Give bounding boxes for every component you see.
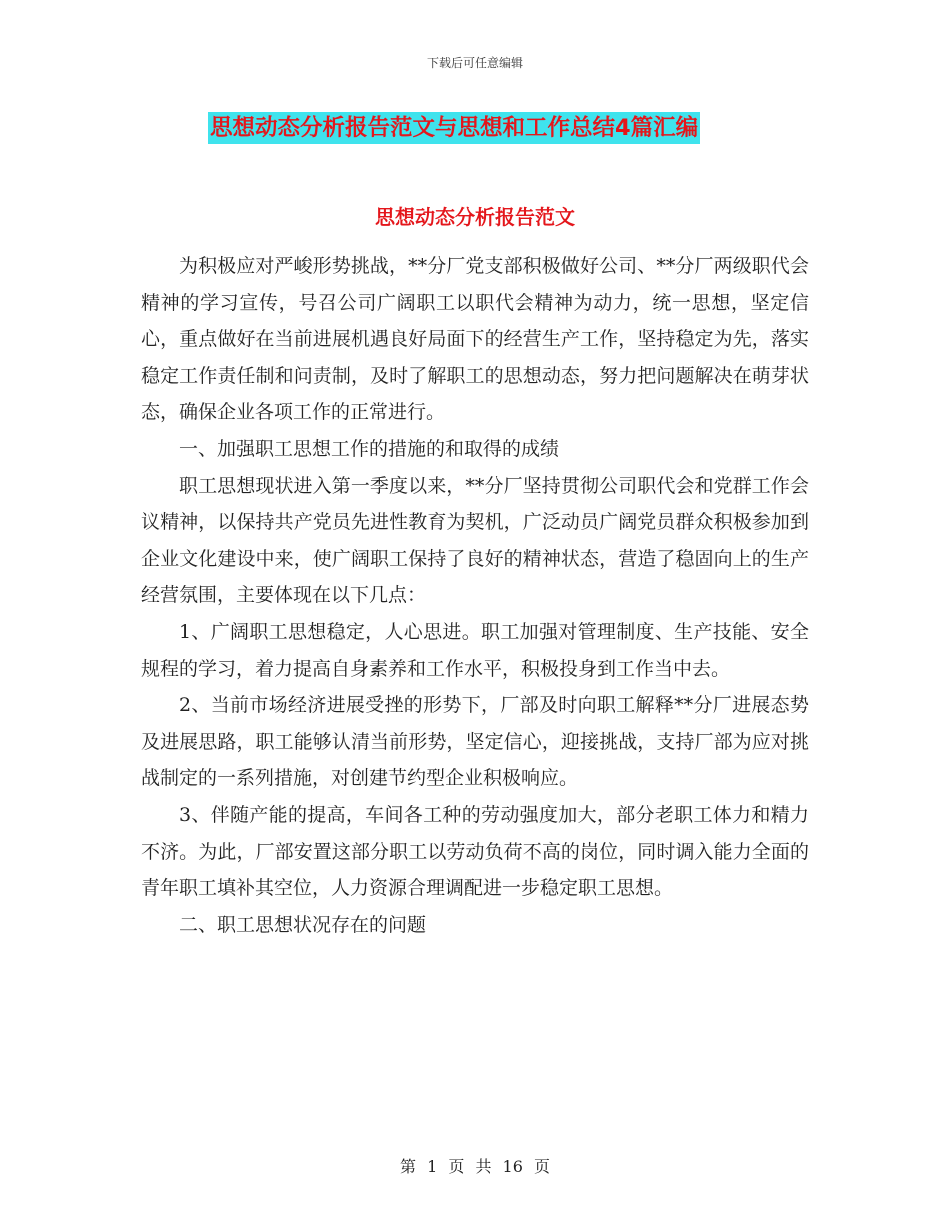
list-item-point-3: 3、伴随产能的提高，车间各工种的劳动强度加大，部分老职工体力和精力不济。为此，厂部安置这部分职工以劳动负荷不高的岗位，同时调入能力全面的青年职工填补其空位，人力资源合理调配进一步稳定职工思想。	[141, 803, 809, 900]
list-item-point-1: 1、广阔职工思想稳定，人心思进。职工加强对管理制度、生产技能、安全规程的学习，着力提高自身素养和工作水平，积极投身到工作当中去。	[141, 620, 809, 680]
list-item-point-2: 2、当前市场经济进展受挫的形势下，厂部及时向职工解释**分厂进展态势及进展思路，职工能够认清当前形势，坚定信心，迎接挑战，支持厂部为应对挑战制定的一系列措施，对创建节约型企业积极响应。	[141, 694, 809, 790]
section-title: 思想动态分析报告范文	[375, 205, 575, 229]
paragraph-intro: 为积极应对严峻形势挑战，**分厂党支部积极做好公司、**分厂两级职代会精神的学习宣传，号召公司广阔职工以职代会精神为动力，统一思想，坚定信心，重点做好在当前进展机遇良好局面下的经营生产工作，坚持稳定为先，落实稳定工作责任制和问责制，及时了解职工的思想动态，努力把问题解决在萌芽状态，确保企业各项工作的正常进行。	[141, 255, 809, 424]
paragraph-current-status: 职工思想现状进入第一季度以来，**分厂坚持贯彻公司职代会和党群工作会议精神，以保持共产党员先进性教育为契机，广泛动员广阔党员群众积极参加到企业文化建设中来，使广阔职工保持了良好的精神状态，营造了稳固向上的生产经营氛围，主要体现在以下几点：	[141, 474, 809, 607]
document-title: 思想动态分析报告范文与思想和工作总结4篇汇编	[208, 112, 700, 144]
heading-part-two: 二、职工思想状况存在的问题	[179, 913, 427, 936]
document-body	[141, 248, 809, 943]
page-header-note: 下载后可任意编辑	[426, 56, 523, 70]
heading-part-one: 一、加强职工思想工作的措施的和取得的成绩	[179, 437, 560, 460]
page-number-footer: 第 1 页 共 16 页	[400, 1157, 550, 1176]
